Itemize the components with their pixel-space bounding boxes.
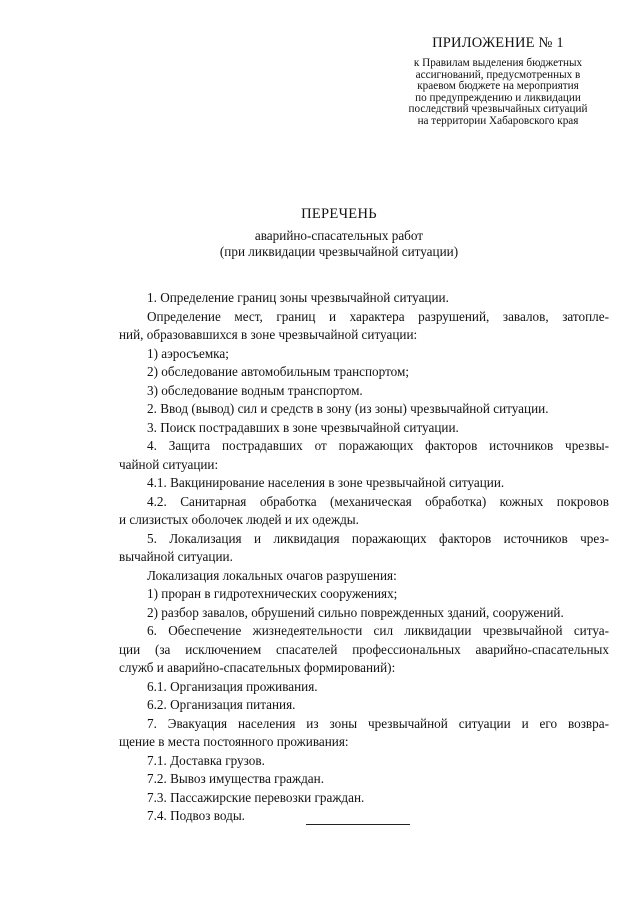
list-item: 7.3. Пассажирские перевозки граждан. [147,789,365,805]
appendix-block [392,34,604,128]
list-item: 6.2. Организация питания. [147,697,296,712]
list-item: 7.1. Доставка грузов. [147,752,265,768]
appendix-line: на территории Хабаровского края [417,114,579,127]
appendix-line: последствий чрезвычайных ситуаций [408,103,588,116]
list-item: 1) аэросъемка; [147,345,229,361]
appendix-line: к Правилам выделения бюджетных [413,57,583,69]
list-item: 2) разбор завалов, обрушений сильно поврежденных зданий, сооружений. [147,604,564,620]
list-item: 7.4. Подвоз воды. [147,808,245,823]
list-item: 4. Защита пострадавших от поражающих факторов источников чрезвы- чайной ситуации: [119,438,609,472]
list-item: 6. Обеспечение жизнедеятельности сил ликвидации чрезвычайной ситуа- ции (за исключением спасателей профессиональных аварийно-спасательных служб и аварийно-спасательных формирований): [119,623,609,675]
list-item: 4.1. Вакцинирование населения в зоне чрезвычайной ситуации. [147,475,505,490]
list-item: 3) обследование водным транспортом. [147,382,363,398]
appendix-line: ассигнований, предусмотренных в [415,68,581,81]
list-item: 7.2. Вывоз имущества граждан. [147,771,325,786]
list-item: 3. Поиск пострадавших в зоне чрезвычайной ситуации. [147,419,459,435]
appendix-title: ПРИЛОЖЕНИЕ № 1 [432,35,564,51]
list-item: 2. Ввод (вывод) сил и средств в зону (из зоны) чрезвычайной ситуации. [147,401,549,416]
document-subtitle: аварийно-спасательных работ [254,228,424,243]
closing-separator-line [306,824,410,825]
document-body [119,289,609,826]
list-item: Локализация локальных очагов разрушения: [147,567,397,583]
document-subtitle-note: (при ликвидации чрезвычайной ситуации) [219,243,459,259]
list-item: 7. Эвакуация населения из зоны чрезвычайной ситуации и его возвра- щение в места постоянного проживания: [119,715,609,749]
document-heading [0,206,640,259]
appendix-line: по предупреждению и ликвидации [415,91,581,104]
list-item: Определение мест, границ и характера разрушений, завалов, затопле- ний, образовавшихся в зоне чрезвычайной ситуации: [119,308,609,342]
list-item: 2) обследование автомобильным транспортом; [147,364,410,379]
appendix-line: краевом бюджете на мероприятия [417,80,579,93]
document-title: ПЕРЕЧЕНЬ [301,206,377,222]
list-item: 1) проран в гидротехнических сооружениях; [147,586,398,601]
list-item: 6.1. Организация проживания. [147,678,318,694]
list-item: 1. Определение границ зоны чрезвычайной ситуации. [147,290,449,305]
list-item: 5. Локализация и ликвидация поражающих факторов источников чрез- вычайной ситуации. [119,530,609,564]
list-item: 4.2. Санитарная обработка (механическая обработка) кожных покровов и слизистых оболочек людей и их одежды. [119,493,609,527]
